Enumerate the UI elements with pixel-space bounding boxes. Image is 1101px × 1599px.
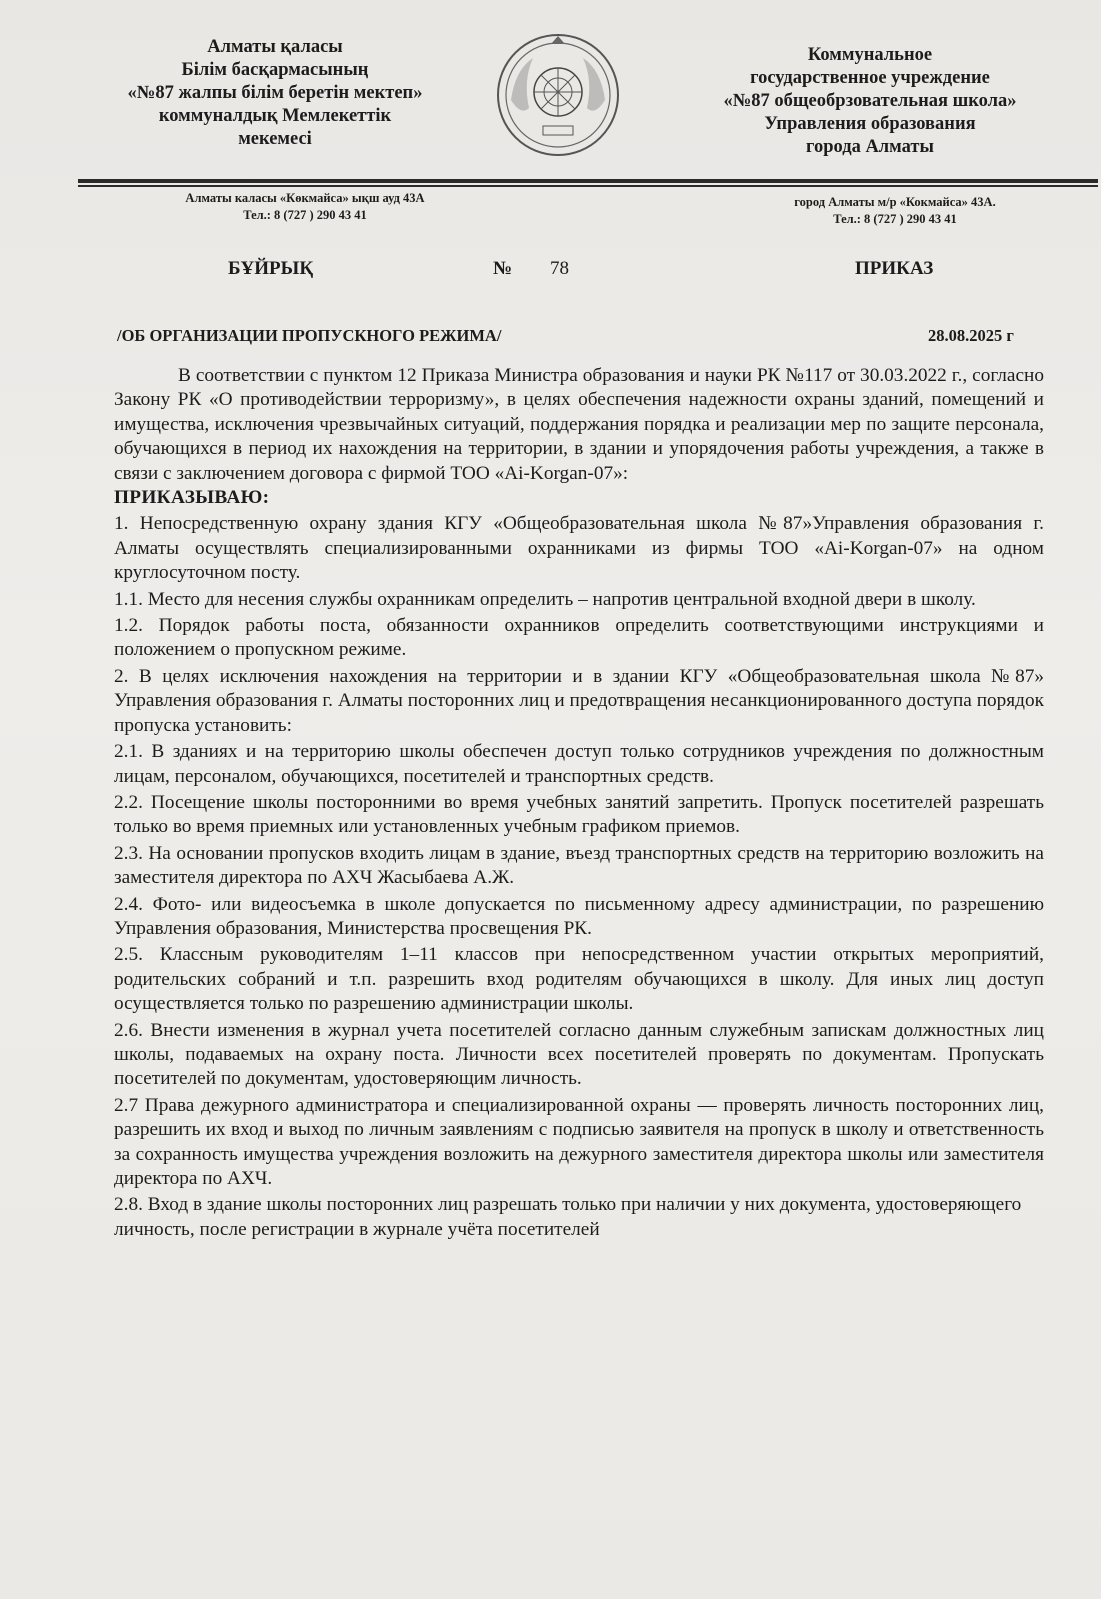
header-left-line: Алматы қаласы (207, 37, 343, 57)
header-right-line: Коммунальное (807, 45, 933, 65)
order-item: 2. В целях исключения нахождения на территории и в здании КГУ «Общеобразовательная школа №87» Управления образования г. Алматы посторонних лиц и предотвращения несанкционированного доступа порядок пропуска установить: (114, 665, 1044, 736)
header-right-line: государственное учреждение (750, 68, 990, 88)
order-item: 2.2. Посещение школы посторонними во время учебных занятий запретить. Пропуск посетителей разрешать только во время приемных или установленных учебным графиком приемов. (114, 791, 1044, 838)
header-divider-thick (78, 179, 1098, 183)
order-item: 2.5. Классным руководителям 1–11 классов при непосредственном участии открытых мероприятий, родительских собраний и т.п. разрешить вход родителям обучающихся в школу. Для иных лиц доступ осуществляется только по разрешению администрации школы. (114, 944, 1044, 1015)
order-item: 1. Непосредственную охрану здания КГУ «Общеобразовательная школа №87»Управления образования г. Алматы осуществлять специализированными охранниками из фирмы ТОО «Ai-Korgan-07» на одном круглосуточном посту. (114, 513, 1044, 584)
intro-paragraph: В соответствии с пунктом 12 Приказа Министра образования и науки РК №117 от 30.03.2022 г., согласно Закону РК «О противодействии терроризму», в целях обеспечения надежности охраны зданий, помещений и имущества, исключения чрезвычайных ситуаций, поддержания порядка и реализации мер по защите персонала, обучающихся в период их нахождения на территории, в здании и упорядочения работы учреждения, а также в связи с заключением договора с фирмой ТОО «Ai-Korgan-07»: (114, 365, 1044, 484)
address-right (745, 194, 1045, 228)
header-left-kz (90, 36, 460, 151)
order-number-label: № (493, 258, 513, 279)
header-left-line: коммуналдық Мемлекеттік (158, 106, 392, 126)
order-item: 2.8. Вход в здание школы посторонних лиц разрешать только при наличии у них документа, удостоверяющего личность, после регистрации в журнале учёта посетителей (114, 1194, 1022, 1240)
state-emblem-icon (493, 30, 623, 160)
order-item: 2.6. Внести изменения в журнал учета посетителей согласно данным служебным запискам должностных лиц школы, подаваемых на охрану поста. Личности всех посетителей проверять по документам. Пропускать посетителей по документам, удостоверяющим личность. (114, 1019, 1044, 1090)
address-left-street: Алматы каласы «Көкмайса» ықш ауд 43А (185, 191, 425, 205)
address-right-phone: Тел.: 8 (727 ) 290 43 41 (833, 212, 957, 226)
order-item: 1.2. Порядок работы поста, обязанности охранников определить соответствующими инструкциями и положением о пропускном режиме. (114, 615, 1044, 661)
header-left-line: «№87 жалпы білім беретін мектеп» (127, 83, 423, 103)
order-number: 78 (550, 258, 569, 279)
order-title-ru: ПРИКАЗ (855, 258, 934, 279)
order-item: 2.1. В зданиях и на территорию школы обеспечен доступ только сотрудников учреждения по должностным лицам, персоналом, обучающихся, посетителей и транспортных средств. (114, 741, 1044, 787)
order-item: 2.3. На основании пропусков входить лицам в здание, въезд транспортных средств на территорию возложить на заместителя директора по АХЧ Жасыбаева А.Ж. (114, 842, 1044, 889)
order-item: 1.1. Место для несения службы охранникам определить – напротив центральной входной двери в школу. (114, 588, 976, 610)
header-right-line: Управления образования (764, 114, 976, 134)
order-item: 2.7 Права дежурного администратора и специализированной охраны — проверять личность посторонних лиц, разрешить их вход и выход по личным заявлениям с подписью заявителя на пропуск в школу и ответственность за сохранность имущества учреждения возложить на дежурного заместителя директора школы или заместителя директора по АХЧ. (114, 1094, 1044, 1189)
header-right-line: «№87 общеобрзовательная школа» (723, 91, 1017, 111)
order-body (114, 364, 1044, 1242)
address-right-street: город Алматы м/р «Кокмайса» 43А. (794, 195, 996, 209)
header-divider-thin (78, 185, 1098, 187)
header-right-line: города Алматы (806, 137, 934, 157)
header-right-ru (675, 44, 1065, 159)
order-subject: /ОБ ОРГАНИЗАЦИИ ПРОПУСКНОГО РЕЖИМА/ (117, 326, 502, 345)
address-left-phone: Тел.: 8 (727 ) 290 43 41 (243, 208, 367, 222)
header-left-line: Білім басқармасының (181, 60, 369, 80)
address-left (140, 190, 470, 224)
header-left-line: мекемесі (238, 129, 312, 149)
order-item: 2.4. Фото- или видеосъемка в школе допускается по письменному адресу администрации, по разрешению Управления образования, Министерства просвещения РК. (114, 893, 1044, 939)
order-directive: ПРИКАЗЫВАЮ: (114, 487, 270, 509)
order-title-kz: БҰЙРЫҚ (228, 258, 314, 279)
order-date: 28.08.2025 г (928, 326, 1014, 345)
